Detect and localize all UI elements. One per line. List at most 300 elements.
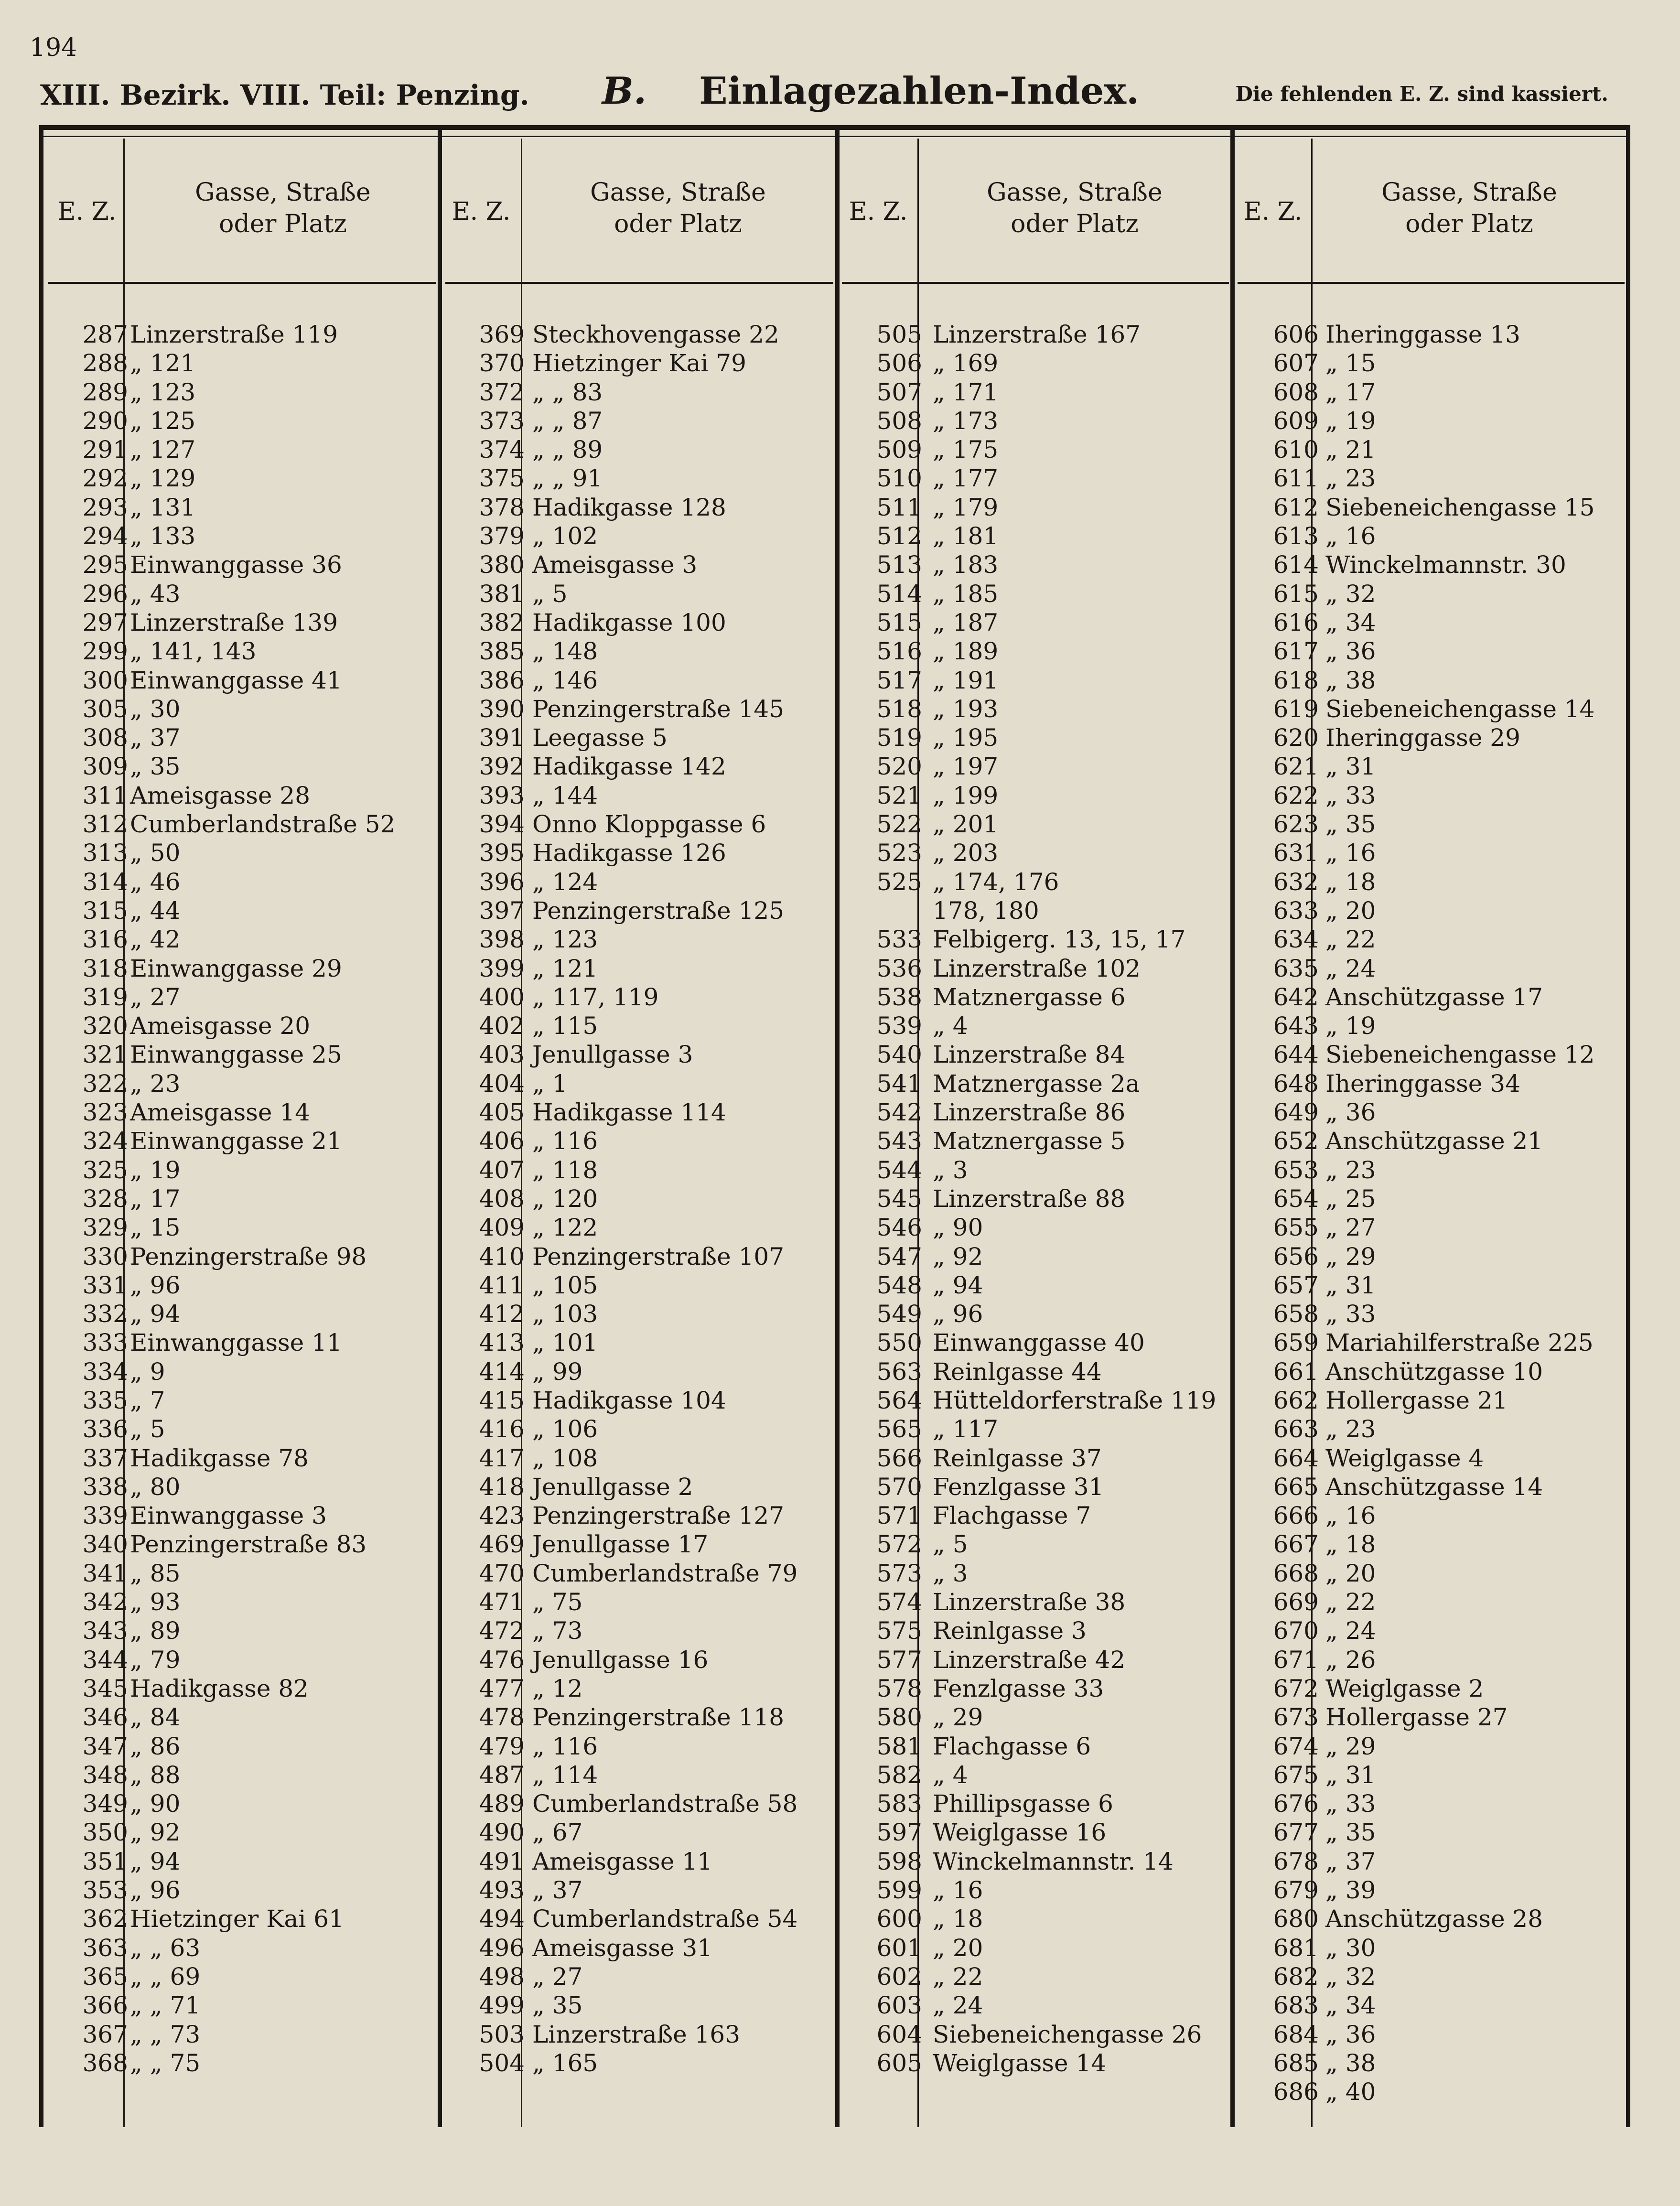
table-row <box>442 1530 833 1559</box>
street-entry: „ 183 <box>933 551 999 579</box>
ez-number: 667 <box>1273 1530 1319 1559</box>
ez-number: 477 <box>479 1674 525 1702</box>
street-entry: Penzingerstraße 107 <box>532 1242 785 1270</box>
street-entry: Einwanggasse 29 <box>130 954 342 982</box>
table-row <box>1235 1213 1626 1242</box>
ez-number: 540 <box>876 1041 922 1069</box>
ez-number: 290 <box>82 407 128 435</box>
table-row <box>839 1703 1230 1732</box>
table-row <box>44 580 436 608</box>
table-row <box>1235 781 1626 810</box>
ez-number: 620 <box>1273 724 1319 752</box>
street-entry: „ 18 <box>1325 868 1376 896</box>
street-entry: Ameisgasse 31 <box>532 1934 713 1962</box>
table-row <box>442 1357 833 1386</box>
street-entry: „ 27 <box>130 983 181 1011</box>
table-row <box>839 1357 1230 1386</box>
table-row <box>442 580 833 608</box>
table-row <box>1235 1357 1626 1386</box>
ez-number: 682 <box>1273 1962 1319 1991</box>
street-entry: „ 29 <box>1325 1732 1376 1760</box>
street-entry: Hollergasse 27 <box>1325 1703 1508 1732</box>
street-entry: „ 35 <box>1325 1819 1376 1847</box>
ez-number: 493 <box>479 1876 525 1905</box>
street-entry: „ 94 <box>130 1847 181 1875</box>
street-entry: „ 39 <box>1325 1876 1376 1905</box>
street-entry: „ 101 <box>532 1329 598 1357</box>
table-row <box>1235 983 1626 1012</box>
street-column-header <box>523 177 833 240</box>
ez-number: 300 <box>82 666 128 694</box>
ez-number: 331 <box>82 1271 128 1299</box>
table-row <box>442 1501 833 1530</box>
table-row <box>1235 2020 1626 2049</box>
street-entry: „ 133 <box>130 522 196 550</box>
ez-number: 338 <box>82 1473 128 1501</box>
ez-number: 393 <box>479 781 525 809</box>
street-entry: „ „ 91 <box>532 464 603 493</box>
table-row <box>44 1646 436 1674</box>
table-row <box>1235 752 1626 781</box>
table-row <box>44 1444 436 1473</box>
ez-number: 515 <box>876 608 922 636</box>
table-row <box>839 1386 1230 1415</box>
table-row <box>442 378 833 407</box>
ez-number: 674 <box>1273 1732 1319 1760</box>
ez-number: 309 <box>82 753 128 781</box>
street-entry: „ 131 <box>130 493 196 521</box>
table-row <box>1235 1328 1626 1357</box>
ez-number: 517 <box>876 666 922 694</box>
table-row <box>44 320 436 349</box>
street-entry: „ 32 <box>1325 1962 1376 1991</box>
ez-number: 615 <box>1273 580 1319 608</box>
ez-number: 676 <box>1273 1790 1319 1818</box>
street-entry: „ 23 <box>1325 1156 1376 1184</box>
street-entry: „ 17 <box>130 1184 181 1213</box>
ez-number: 518 <box>876 695 922 723</box>
ez-number: 611 <box>1273 464 1319 493</box>
street-entry: Hollergasse 21 <box>1325 1386 1508 1414</box>
block-rows <box>442 320 833 2077</box>
table-row <box>1235 464 1626 493</box>
street-entry: „ 38 <box>1325 666 1376 694</box>
ez-number: 523 <box>876 839 922 867</box>
ez-number: 652 <box>1273 1127 1319 1155</box>
table-row <box>442 983 833 1012</box>
street-entry: „ 46 <box>130 868 181 896</box>
ez-number: 410 <box>479 1242 525 1270</box>
street-entry: „ 16 <box>1325 839 1376 867</box>
street-entry: „ 4 <box>933 1761 968 1789</box>
street-entry: „ 177 <box>933 464 999 493</box>
table-row <box>442 954 833 983</box>
street-entry: „ 85 <box>130 1559 181 1587</box>
table-row <box>1235 1040 1626 1069</box>
table-row <box>442 1703 833 1732</box>
table-row <box>442 1616 833 1645</box>
street-entry: Reinlgasse 37 <box>933 1444 1102 1472</box>
table-row <box>1235 1300 1626 1328</box>
street-entry: „ 144 <box>532 781 598 809</box>
table-row <box>1235 493 1626 522</box>
street-entry: Matznergasse 5 <box>933 1127 1126 1155</box>
ez-number: 335 <box>82 1386 128 1414</box>
ez-number: 541 <box>876 1069 922 1098</box>
street-entry: Einwanggasse 11 <box>130 1329 342 1357</box>
ez-number: 600 <box>876 1905 922 1933</box>
table-row <box>442 1588 833 1616</box>
ez-number: 618 <box>1273 666 1319 694</box>
ez-number: 409 <box>479 1214 525 1242</box>
table-row <box>839 1761 1230 1789</box>
ez-number: 525 <box>876 868 922 896</box>
ez-number: 654 <box>1273 1184 1319 1213</box>
ez-number: 580 <box>876 1703 922 1732</box>
street-entry: Siebeneichengasse 12 <box>1325 1041 1595 1069</box>
table-row <box>442 1674 833 1703</box>
street-entry: Winckelmannstr. 30 <box>1325 551 1566 579</box>
street-entry: „ 4 <box>933 1012 968 1040</box>
street-entry: Weiglgasse 4 <box>1325 1444 1484 1472</box>
street-entry: „ 31 <box>1325 753 1376 781</box>
ez-number: 578 <box>876 1674 922 1702</box>
street-entry: 178, 180 <box>933 896 1039 925</box>
street-entry: „ 93 <box>130 1588 181 1616</box>
ez-number: 686 <box>1273 2078 1319 2106</box>
ez-number: 339 <box>82 1502 128 1530</box>
block-rows <box>1235 320 1626 2106</box>
table-row <box>44 1501 436 1530</box>
table-row <box>1235 608 1626 637</box>
ez-number: 684 <box>1273 2020 1319 2048</box>
street-entry: „ 169 <box>933 349 999 377</box>
ez-column-header: E. Z. <box>57 197 117 226</box>
table-row <box>1235 1674 1626 1703</box>
ez-number: 610 <box>1273 436 1319 464</box>
ez-number: 423 <box>479 1502 525 1530</box>
table-row <box>839 1847 1230 1876</box>
street-header-line1: Gasse, Straße <box>987 178 1163 207</box>
table-row <box>839 1069 1230 1098</box>
ez-number: 308 <box>82 724 128 752</box>
ez-number: 294 <box>82 522 128 550</box>
table-row <box>839 1789 1230 1818</box>
table-left-border <box>39 125 43 2127</box>
ez-number: 669 <box>1273 1588 1319 1616</box>
table-row <box>44 1530 436 1559</box>
street-entry: „ 12 <box>532 1674 583 1702</box>
street-entry: Matznergasse 6 <box>933 983 1126 1011</box>
table-row <box>839 1934 1230 1962</box>
street-entry: Einwanggasse 41 <box>130 666 342 694</box>
ez-number: 313 <box>82 839 128 867</box>
street-entry: „ 94 <box>933 1271 983 1299</box>
street-entry: „ 92 <box>933 1242 983 1270</box>
street-entry: „ „ 89 <box>532 436 603 464</box>
table-row <box>839 580 1230 608</box>
table-row <box>839 522 1230 550</box>
street-entry: „ „ 75 <box>130 2049 201 2077</box>
section-letter: B. <box>602 69 647 113</box>
table-row <box>44 1674 436 1703</box>
ez-number: 305 <box>82 695 128 723</box>
ez-number: 382 <box>479 608 525 636</box>
street-entry: „ 43 <box>130 580 181 608</box>
table-row <box>44 1271 436 1300</box>
street-entry: „ 179 <box>933 493 999 521</box>
ez-number: 603 <box>876 1991 922 2020</box>
table-row <box>44 781 436 810</box>
table-row <box>839 435 1230 464</box>
ez-number: 658 <box>1273 1300 1319 1328</box>
ez-number: 296 <box>82 580 128 608</box>
street-entry: „ 90 <box>130 1790 181 1818</box>
street-entry: Ameisgasse 20 <box>130 1012 311 1040</box>
ez-number: 373 <box>479 407 525 435</box>
street-entry: Hadikgasse 82 <box>130 1674 309 1702</box>
ez-number: 673 <box>1273 1703 1319 1732</box>
street-entry: „ 197 <box>933 753 999 781</box>
ez-number: 403 <box>479 1041 525 1069</box>
table-row <box>839 983 1230 1012</box>
street-entry: „ 29 <box>933 1703 983 1732</box>
street-entry: „ 84 <box>130 1703 181 1732</box>
table-row <box>442 1069 833 1098</box>
table-row <box>839 349 1230 377</box>
street-entry: Leegasse 5 <box>532 724 668 752</box>
table-row <box>839 1156 1230 1184</box>
table-row <box>44 550 436 579</box>
table-row <box>1235 1847 1626 1876</box>
ez-number: 391 <box>479 724 525 752</box>
table-row <box>44 1761 436 1789</box>
block-rows <box>839 320 1230 2077</box>
street-entry: „ 116 <box>532 1127 598 1155</box>
ez-number: 619 <box>1273 695 1319 723</box>
street-entry: „ 114 <box>532 1761 598 1789</box>
index-block-1 <box>44 134 436 2126</box>
street-entry: „ 122 <box>532 1214 598 1242</box>
table-row <box>839 695 1230 723</box>
ez-number: 542 <box>876 1098 922 1127</box>
table-row <box>44 1357 436 1386</box>
table-row <box>44 868 436 896</box>
street-entry: Ameisgasse 14 <box>130 1098 311 1127</box>
table-row <box>1235 954 1626 983</box>
table-row <box>442 1559 833 1588</box>
ez-number: 574 <box>876 1588 922 1616</box>
street-entry: „ 92 <box>130 1819 181 1847</box>
table-row <box>1235 1127 1626 1155</box>
table-row <box>1235 2077 1626 2106</box>
table-row <box>839 1876 1230 1905</box>
ez-number: 414 <box>479 1357 525 1386</box>
table-row <box>442 407 833 435</box>
ez-number: 612 <box>1273 493 1319 521</box>
street-entry: „ 37 <box>130 724 181 752</box>
ez-number: 616 <box>1273 608 1319 636</box>
ez-number: 656 <box>1273 1242 1319 1270</box>
table-row <box>44 839 436 867</box>
block-rows <box>44 320 436 2077</box>
street-entry: „ 30 <box>1325 1934 1376 1962</box>
street-entry: „ 96 <box>130 1271 181 1299</box>
ez-number: 381 <box>479 580 525 608</box>
page-number: 194 <box>30 33 77 62</box>
table-row <box>1235 666 1626 695</box>
ez-number: 415 <box>479 1386 525 1414</box>
street-entry: „ 106 <box>532 1415 598 1443</box>
street-entry: Jenullgasse 2 <box>532 1473 693 1501</box>
ez-number: 386 <box>479 666 525 694</box>
ez-number: 668 <box>1273 1559 1319 1587</box>
ez-number: 368 <box>82 2049 128 2077</box>
ez-number: 533 <box>876 925 922 954</box>
ez-number: 378 <box>479 493 525 521</box>
ez-number: 507 <box>876 378 922 406</box>
table-row <box>839 1616 1230 1645</box>
street-entry: „ 21 <box>1325 436 1376 464</box>
table-row <box>1235 1732 1626 1761</box>
ez-number: 324 <box>82 1127 128 1155</box>
table-row <box>44 1012 436 1040</box>
ez-number: 332 <box>82 1300 128 1328</box>
street-entry: Onno Kloppgasse 6 <box>532 810 766 839</box>
ez-number: 417 <box>479 1444 525 1472</box>
table-right-border <box>1626 125 1630 2127</box>
street-entry: „ 22 <box>1325 1588 1376 1616</box>
street-entry: „ 34 <box>1325 608 1376 636</box>
ez-number: 608 <box>1273 378 1319 406</box>
street-entry: Einwanggasse 36 <box>130 551 342 579</box>
street-entry: „ 35 <box>130 753 181 781</box>
street-entry: „ 181 <box>933 522 999 550</box>
table-row <box>44 695 436 723</box>
street-entry: „ 174, 176 <box>933 868 1059 896</box>
table-row <box>1235 868 1626 896</box>
ez-number: 663 <box>1273 1415 1319 1443</box>
table-row <box>1235 1501 1626 1530</box>
table-row <box>1235 1242 1626 1271</box>
ez-number: 365 <box>82 1962 128 1991</box>
table-row <box>839 1588 1230 1616</box>
table-row <box>44 1127 436 1155</box>
ez-number: 348 <box>82 1761 128 1789</box>
ez-number: 506 <box>876 349 922 377</box>
street-entry: „ 86 <box>130 1732 181 1760</box>
street-entry: „ „ 87 <box>532 407 603 435</box>
ez-number: 649 <box>1273 1098 1319 1127</box>
ez-number: 390 <box>479 695 525 723</box>
street-entry: „ „ 69 <box>130 1962 201 1991</box>
table-row <box>1235 1934 1626 1962</box>
table-row <box>1235 1588 1626 1616</box>
table-row <box>839 320 1230 349</box>
table-row <box>442 1242 833 1271</box>
table-row <box>44 493 436 522</box>
table-row <box>44 1386 436 1415</box>
table-row <box>442 1444 833 1473</box>
table-row <box>442 493 833 522</box>
ez-number: 369 <box>479 321 525 348</box>
street-entry: Steckhovengasse 22 <box>532 321 779 348</box>
street-entry: Hadikgasse 126 <box>532 839 726 867</box>
street-entry: Linzerstraße 163 <box>532 2020 741 2048</box>
table-row <box>1235 925 1626 954</box>
table-row <box>44 1415 436 1443</box>
ez-number: 583 <box>876 1790 922 1818</box>
street-entry: Linzerstraße 167 <box>933 321 1141 348</box>
ez-number: 623 <box>1273 810 1319 839</box>
ez-number: 395 <box>479 839 525 867</box>
table-row <box>442 1818 833 1847</box>
table-row <box>44 1818 436 1847</box>
table-row <box>442 637 833 666</box>
street-entry: Hietzinger Kai 61 <box>130 1905 344 1933</box>
table-row <box>44 666 436 695</box>
street-entry: „ 37 <box>532 1876 583 1905</box>
street-entry: „ 23 <box>1325 464 1376 493</box>
street-entry: „ 40 <box>1325 2078 1376 2106</box>
table-row <box>44 1876 436 1905</box>
street-entry: Einwanggasse 21 <box>130 1127 342 1155</box>
ez-number: 349 <box>82 1790 128 1818</box>
street-entry: „ 42 <box>130 925 181 954</box>
ez-number: 312 <box>82 810 128 839</box>
ez-number: 499 <box>479 1991 525 2020</box>
street-entry: „ 67 <box>532 1819 583 1847</box>
ez-number: 314 <box>82 868 128 896</box>
street-entry: Cumberlandstraße 52 <box>130 810 396 839</box>
page-title <box>602 69 1139 113</box>
street-entry: Penzingerstraße 125 <box>532 896 785 925</box>
table-row <box>1235 435 1626 464</box>
street-entry: „ 24 <box>1325 1617 1376 1645</box>
street-entry: „ 108 <box>532 1444 598 1472</box>
street-entry: Hadikgasse 104 <box>532 1386 726 1414</box>
ez-number: 512 <box>876 522 922 550</box>
street-entry: „ 88 <box>130 1761 181 1789</box>
street-entry: Penzingerstraße 98 <box>130 1242 367 1270</box>
table-row <box>44 983 436 1012</box>
table-row <box>839 1674 1230 1703</box>
ez-number: 513 <box>876 551 922 579</box>
ez-number: 536 <box>876 954 922 982</box>
ez-number: 613 <box>1273 522 1319 550</box>
table-row <box>839 464 1230 493</box>
table-row <box>1235 1415 1626 1443</box>
table-row <box>1235 1098 1626 1127</box>
street-entry: „ 89 <box>130 1617 181 1645</box>
street-entry: Ameisgasse 11 <box>532 1847 713 1875</box>
street-entry: Jenullgasse 3 <box>532 1041 693 1069</box>
table-row <box>1235 896 1626 925</box>
street-entry: „ 33 <box>1325 1790 1376 1818</box>
street-entry: „ 123 <box>130 378 196 406</box>
ez-number: 566 <box>876 1444 922 1472</box>
street-entry: „ 50 <box>130 839 181 867</box>
ez-number: 548 <box>876 1271 922 1299</box>
table-row <box>44 1040 436 1069</box>
street-entry: Einwanggasse 25 <box>130 1041 342 1069</box>
table-row <box>839 1444 1230 1473</box>
street-entry: Reinlgasse 44 <box>933 1357 1102 1386</box>
street-entry: „ 115 <box>532 1012 598 1040</box>
street-entry: Hadikgasse 100 <box>532 608 726 636</box>
ez-number: 347 <box>82 1732 128 1760</box>
street-entry: „ 15 <box>1325 349 1376 377</box>
